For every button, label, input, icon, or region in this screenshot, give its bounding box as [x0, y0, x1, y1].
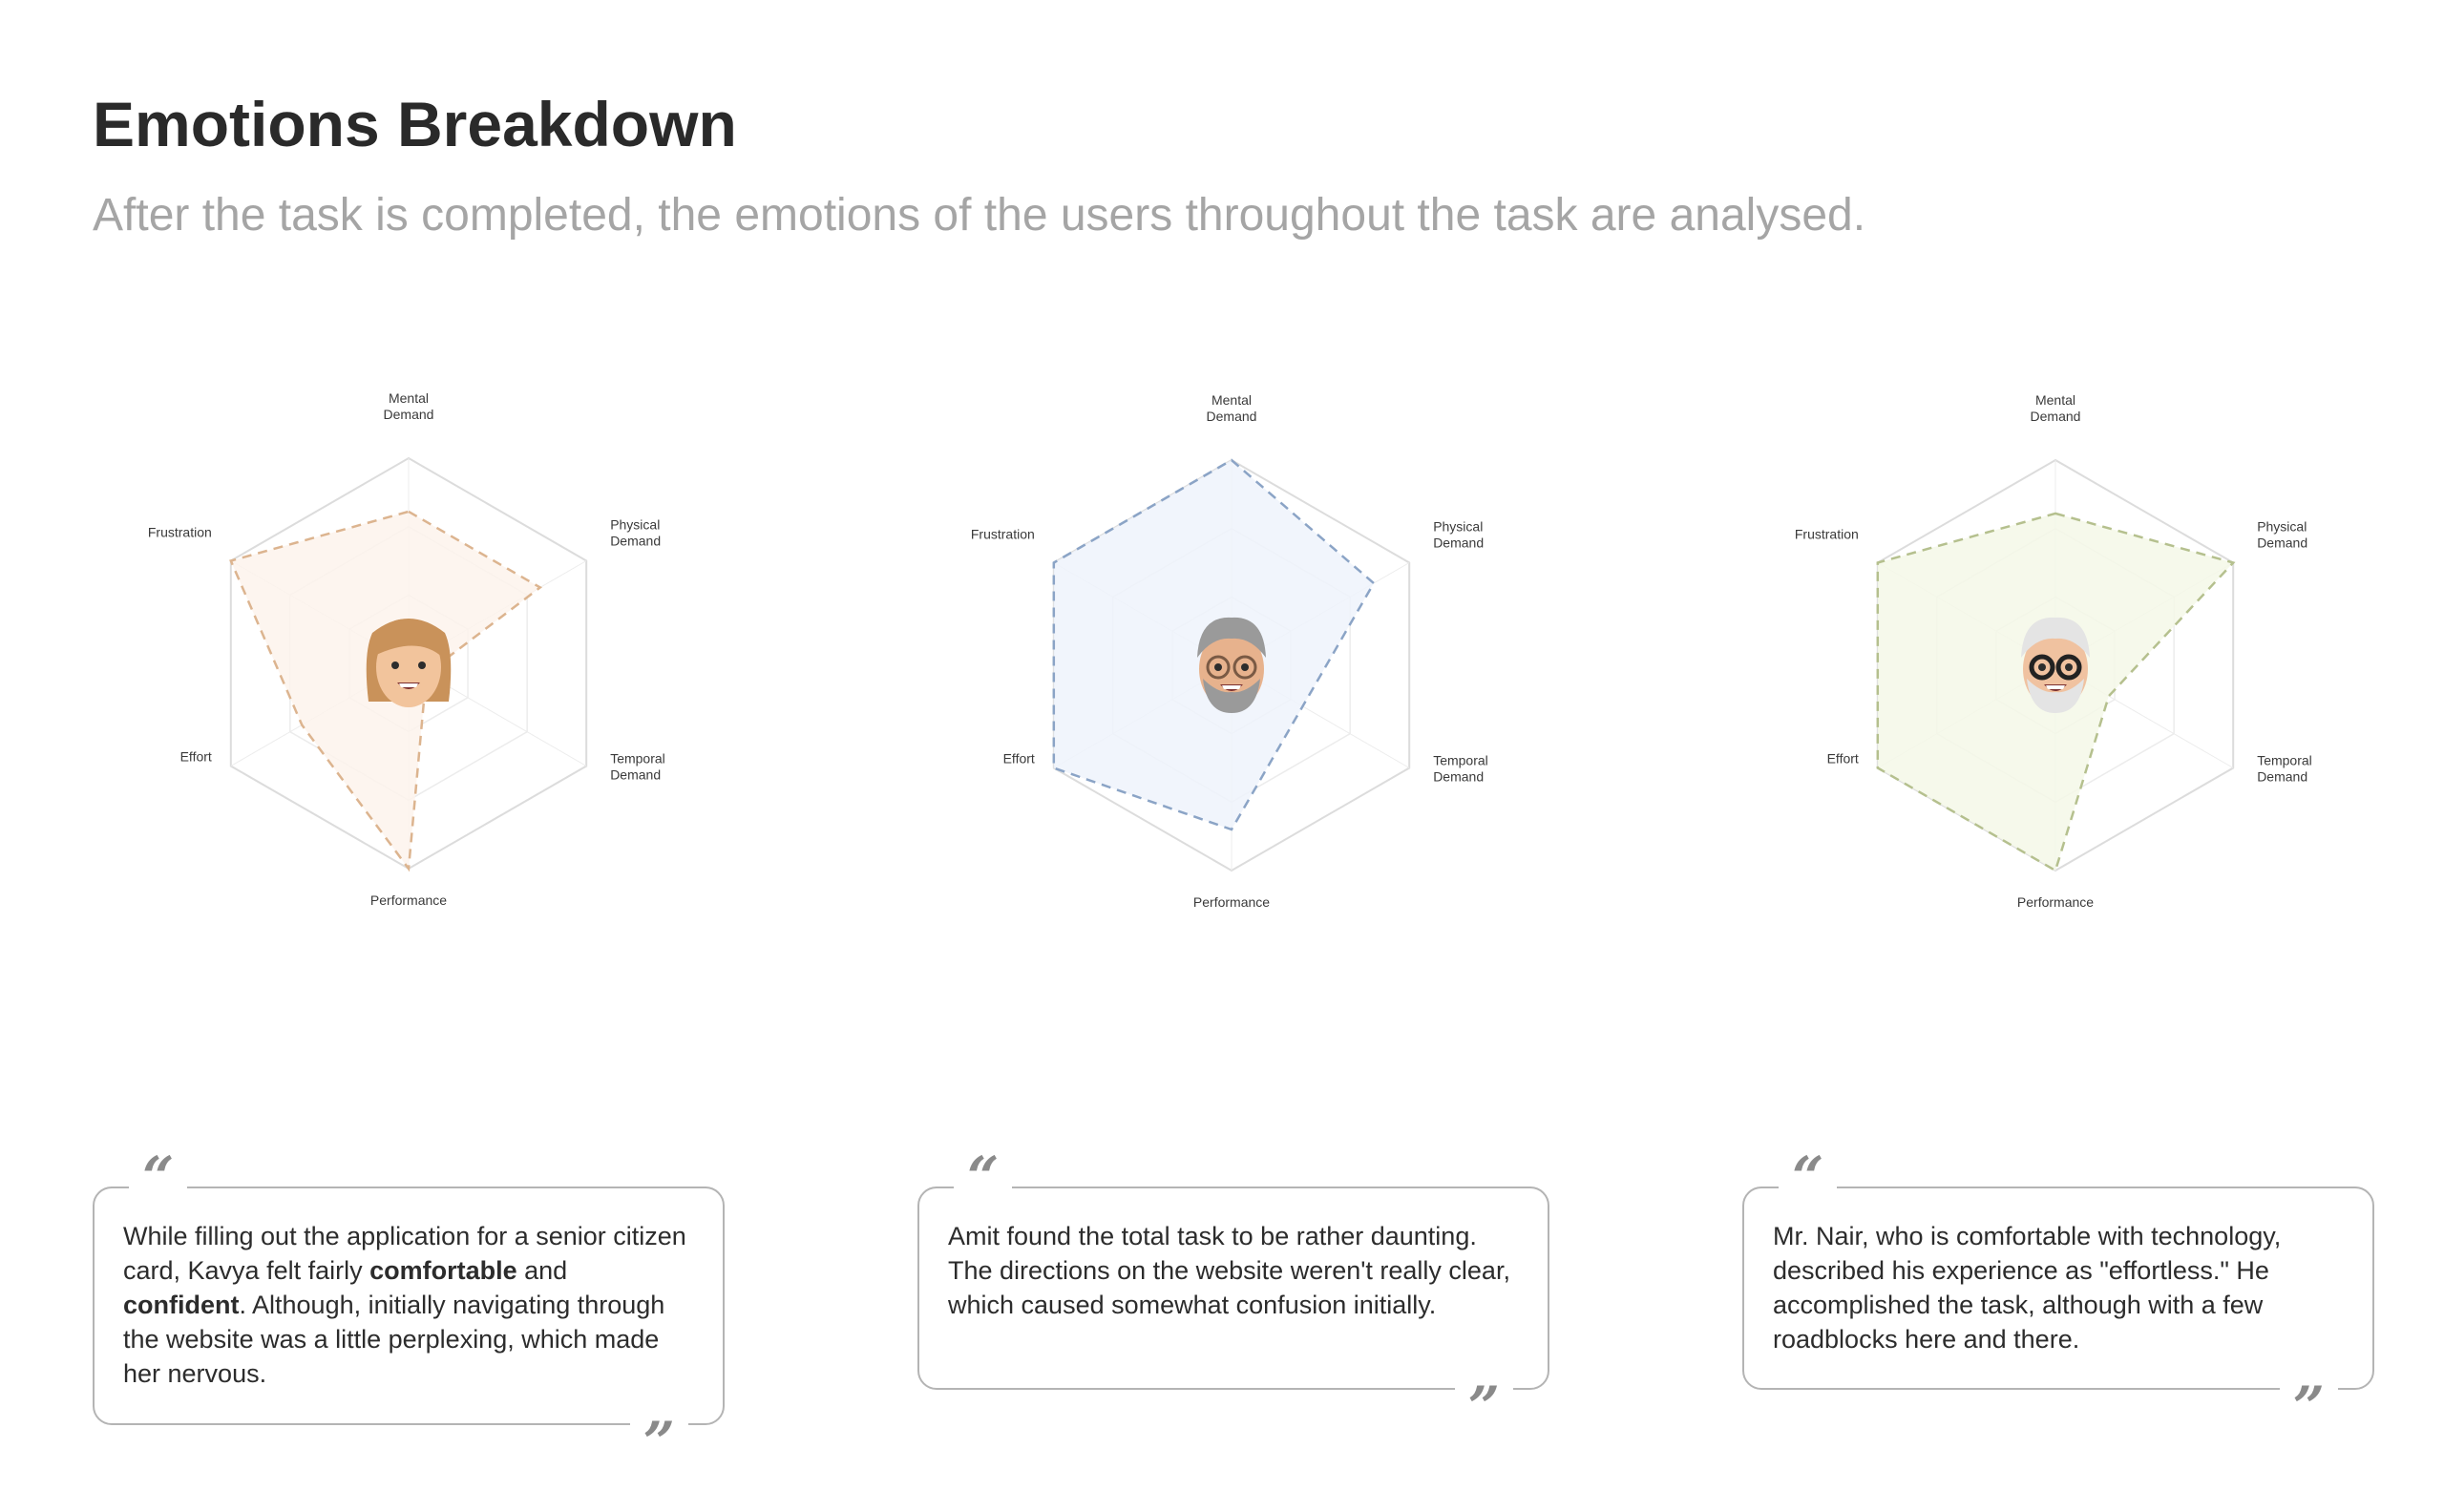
quote-segment: . Although, initially navigating through the website was a little perplexing, which made her nervous.	[123, 1291, 665, 1388]
quote-card-kavya	[93, 1144, 725, 1475]
quote-card-nair	[1742, 1144, 2374, 1439]
quote-card-amit	[917, 1144, 1549, 1439]
open-quote-icon: “	[129, 1148, 187, 1206]
quote-text-kavya	[123, 1219, 694, 1391]
quote-emphasis: comfortable	[369, 1256, 517, 1285]
close-quote-icon: ”	[2280, 1378, 2338, 1436]
radar-axis-label: Temporal Demand	[1433, 752, 1488, 785]
close-quote-icon: ”	[630, 1414, 688, 1471]
quote-segment: and	[516, 1256, 568, 1285]
woman-memoji-icon	[367, 619, 452, 707]
radar-axis-label: Effort	[1826, 750, 1859, 766]
radar-axis-label: Effort	[179, 748, 212, 765]
radar-chart-amit	[971, 392, 1488, 910]
radar-axis-label: Frustration	[970, 526, 1035, 542]
radar-axis-label: Mental Demand	[1206, 392, 1257, 424]
radar-axis-label: Performance	[369, 892, 448, 908]
quote-segment: Mr. Nair, who is comfortable with technology, described his experience as "effortless." He accomplished the task, although with a few roadblocks here and there.	[1773, 1222, 2282, 1354]
radar-axis-label: Performance	[2016, 894, 2095, 910]
open-quote-icon: “	[954, 1148, 1012, 1206]
radar-chart-nair	[1795, 392, 2312, 910]
page-title: Emotions Breakdown	[93, 89, 737, 159]
radar-axis-label: Mental Demand	[2030, 392, 2081, 424]
quote-text-amit	[948, 1219, 1519, 1322]
page-subtitle: After the task is completed, the emotions of the users throughout the task are analysed.	[93, 190, 1866, 241]
radar-axis-label: Physical Demand	[2257, 518, 2308, 551]
quote-segment: Amit found the total task to be rather daunting. The directions on the website weren't really clear, which caused somewhat confusion initially.	[948, 1222, 1510, 1319]
radar-chart-kavya	[148, 390, 665, 908]
radar-axis-label: Performance	[1192, 894, 1271, 910]
radar-axis-label: Frustration	[1794, 526, 1859, 542]
radar-axis-label: Temporal Demand	[610, 750, 665, 783]
radar-axis-label: Mental Demand	[383, 390, 434, 422]
radar-axis-label: Temporal Demand	[2257, 752, 2312, 785]
radar-axis-label: Effort	[1002, 750, 1035, 766]
radar-axis-label: Physical Demand	[610, 516, 662, 549]
radar-axis-label: Frustration	[147, 524, 212, 540]
open-quote-icon: “	[1779, 1148, 1837, 1206]
quote-segment: While filling out the application for a senior citizen card, Kavya felt fairly	[123, 1222, 686, 1285]
radar-axis-label: Physical Demand	[1433, 518, 1485, 551]
close-quote-icon: ”	[1455, 1378, 1513, 1436]
quote-text-nair	[1773, 1219, 2344, 1356]
quote-emphasis: confident	[123, 1291, 240, 1319]
